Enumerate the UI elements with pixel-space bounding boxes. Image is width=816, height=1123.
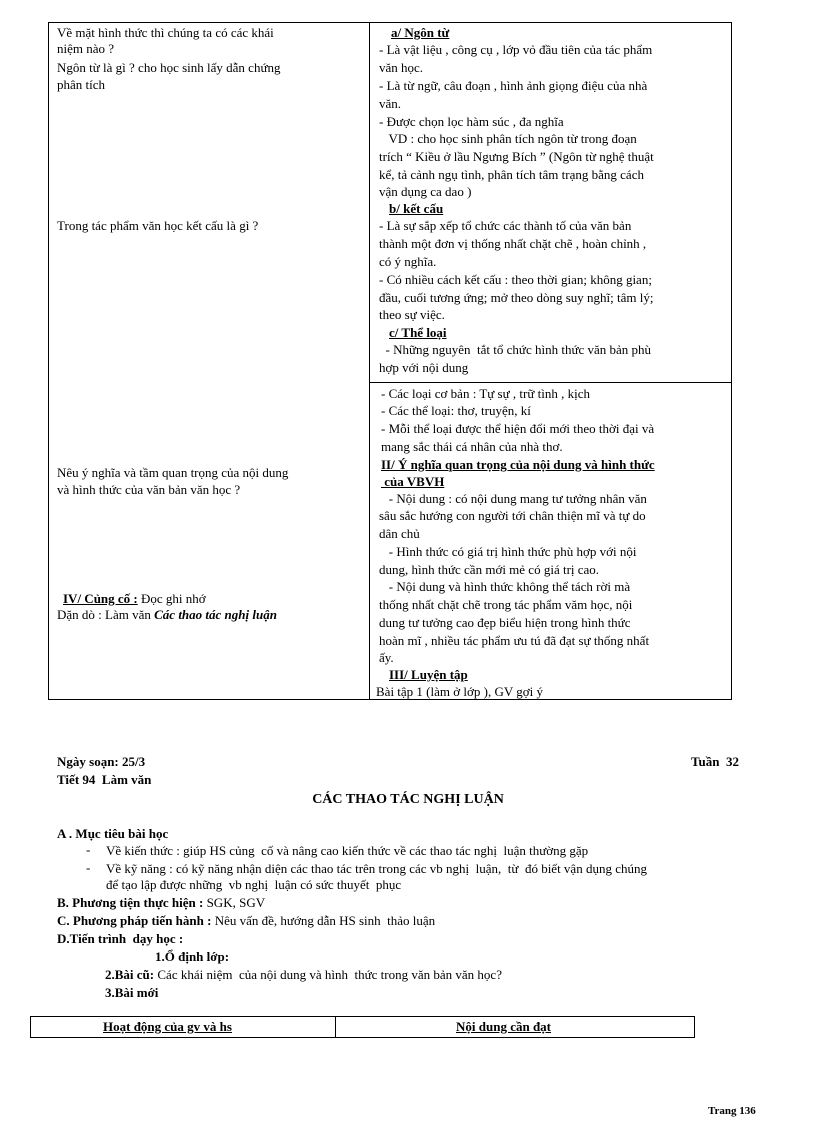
genre-line-1: - Các loại cơ bản : Tự sự , trữ tình , kịch — [381, 386, 591, 401]
bullet-dash: - — [86, 860, 91, 875]
b-line-4: - Có nhiều cách kết cấu : theo thời gian; không gian; — [379, 272, 652, 287]
question-meaning-line-2: và hình thức của văn bản văn học ? — [57, 482, 241, 497]
header-activities: Hoạt động của gv và hs — [103, 1019, 232, 1034]
step-1-class: 1.Ổ định lớp: — [155, 949, 230, 964]
week-number: Tuần 32 — [691, 754, 739, 769]
section-c-method — [57, 913, 435, 929]
consolidate-line — [63, 591, 206, 607]
heading-ii-meaning: II/ Ý nghĩa quan trọng của nội dung và hình thức — [381, 457, 655, 472]
question-structure: Trong tác phẩm văn học kết cấu là gì ? — [57, 218, 259, 233]
section-c-text: Nêu vấn đề, hướng dẫn HS sinh thảo luận — [211, 913, 436, 928]
question-meaning-line-1: Nêu ý nghĩa và tầm quan trọng của nội dung — [57, 465, 289, 480]
step-3-new: 3.Bài mới — [105, 985, 159, 1000]
a-line-2: văn học. — [379, 60, 424, 75]
heading-ii-meaning-cont: của VBVH — [381, 474, 445, 489]
ii-line-9: hoàn mĩ , nhiều tác phẩm ưu tú đã đạt sự thống nhất — [379, 633, 650, 648]
step-2-review — [105, 967, 502, 983]
date-prepared: Ngày soạn: 25/3 — [57, 754, 146, 769]
period-label: Tiết 94 Làm văn — [57, 772, 152, 787]
genre-line-2: - Các thể loại: thơ, truyện, kí — [381, 403, 531, 418]
genre-line-3: - Mỗi thể loại được thể hiện đổi mới theo thời đại và — [381, 421, 655, 436]
heading-c-genre: c/ Thể loại — [389, 325, 447, 340]
row-divider — [370, 382, 731, 383]
b-line-6: theo sự việc. — [379, 307, 445, 322]
bullet-dash: - — [86, 842, 91, 857]
ii-line-1: - Nội dung : có nội dung mang tư tưởng nhân văn — [379, 491, 647, 506]
section-b-means — [57, 895, 265, 911]
page-number: Trang 136 — [708, 1105, 756, 1117]
section-b-label: B. Phương tiện thực hiện : — [57, 895, 204, 910]
step-2-label: 2.Bài cũ: — [105, 967, 155, 982]
b-line-2: thành một đơn vị thống nhất chặt chẽ , hoàn chỉnh , — [379, 236, 647, 251]
practice-text: Bài tập 1 (làm ở lớp ), GV gợi ý — [376, 684, 543, 699]
ii-line-4: - Hình thức có giá trị hình thức phù hợp với nội — [379, 544, 637, 559]
section-d-process: D.Tiến trình dạy học : — [57, 931, 184, 946]
c-line-2: hợp với nội dung — [379, 360, 469, 375]
ii-line-7: thống nhất chặt chẽ trong tác phẩm văm học, nội — [379, 597, 633, 612]
a-line-4: văn. — [379, 96, 402, 111]
column-divider — [369, 23, 370, 699]
a-line-8: kể, tả cảnh ngụ tình, phân tích tâm trạng bằng cách — [379, 167, 644, 182]
a-line-9: vận dụng ca dao ) — [379, 184, 472, 199]
heading-a-language: a/ Ngôn từ — [391, 25, 450, 40]
a-line-3: - Là từ ngữ, câu đoạn , hình ảnh giọng điệu của nhà — [379, 78, 648, 93]
a-line-1: - Là vật liệu , công cụ , lớp vỏ đầu tiên của tác phẩm — [379, 42, 653, 57]
consolidate-label: IV/ Củng cố : — [63, 591, 138, 606]
homework-title: Các thao tác nghị luận — [154, 607, 277, 622]
objective-knowledge: Về kiến thức : giúp HS củng cố và nâng cao kiến thức về các thao tác nghị luận thường gặp — [106, 843, 589, 858]
ii-line-6: - Nội dung và hình thức không thể tách rời mà — [379, 579, 631, 594]
a-line-5: - Được chọn lọc hàm súc , đa nghĩa — [379, 114, 564, 129]
ii-line-8: dung tư tưởng cao đẹp biểu hiện trong hình thức — [379, 615, 631, 630]
c-line-1: - Những nguyên tắt tổ chức hình thức văn bản phù — [379, 342, 652, 357]
question-form-line-1: Về mặt hình thức thì chúng ta có các khái — [57, 25, 274, 40]
heading-b-structure: b/ kết cấu — [389, 201, 444, 216]
section-a-objectives: A . Mục tiêu bài học — [57, 826, 169, 841]
consolidate-text: Đọc ghi nhớ — [137, 591, 206, 606]
step-2-text: Các khái niệm của nội dung và hình thức trong văn bản văn học? — [154, 967, 502, 982]
homework-line — [57, 607, 277, 623]
header-content: Nội dung cần đạt — [456, 1019, 551, 1034]
b-line-1: - Là sự sắp xếp tổ chức các thành tố của văn bản — [379, 218, 632, 233]
ii-line-10: ấy. — [379, 650, 394, 665]
genre-line-4: mang sắc thái cá nhân của nhà thơ. — [381, 439, 563, 454]
column-divider — [335, 1017, 336, 1037]
homework-text: Dặn dò : Làm văn — [57, 607, 155, 622]
ii-line-3: dân chủ — [379, 526, 420, 541]
question-form-line-2: niệm nào ? — [57, 41, 115, 56]
section-c-label: C. Phương pháp tiến hành : — [57, 913, 212, 928]
section-b-text: SGK, SGV — [203, 895, 266, 910]
b-line-3: có ý nghĩa. — [379, 254, 437, 269]
a-line-7: trích “ Kiều ở lầu Ngưng Bích ” (Ngôn từ nghệ thuật — [379, 149, 654, 164]
lesson-title: CÁC THAO TÁC NGHỊ LUẬN — [312, 792, 504, 807]
heading-iii-practice: III/ Luyện tập — [389, 667, 468, 682]
lesson-table-top — [48, 22, 732, 700]
a-line-6: VD : cho học sinh phân tích ngôn từ trong đoạn — [379, 131, 637, 146]
objective-skill-cont: để tạo lập được những vb nghị luận có sức thuyết phục — [106, 877, 402, 892]
b-line-5: đầu, cuối tương ứng; mở theo dòng suy nghĩ; tâm lý; — [379, 290, 654, 305]
ii-line-5: dung, hình thức cần mới mẻ có giá trị cao. — [379, 562, 600, 577]
ii-line-2: sâu sắc hướng con người tới chân thiện mĩ và tự do — [379, 508, 646, 523]
objective-skill: Về kỹ năng : có kỹ năng nhận diện các thao tác trên trong các vb nghị luận, từ đó biết vận dụng chúng — [106, 861, 647, 876]
question-form-line-4: phân tích — [57, 77, 106, 92]
question-form-line-3: Ngôn từ là gì ? cho học sinh lấy dẫn chứng — [57, 60, 281, 75]
lesson-table-bottom — [30, 1016, 695, 1038]
